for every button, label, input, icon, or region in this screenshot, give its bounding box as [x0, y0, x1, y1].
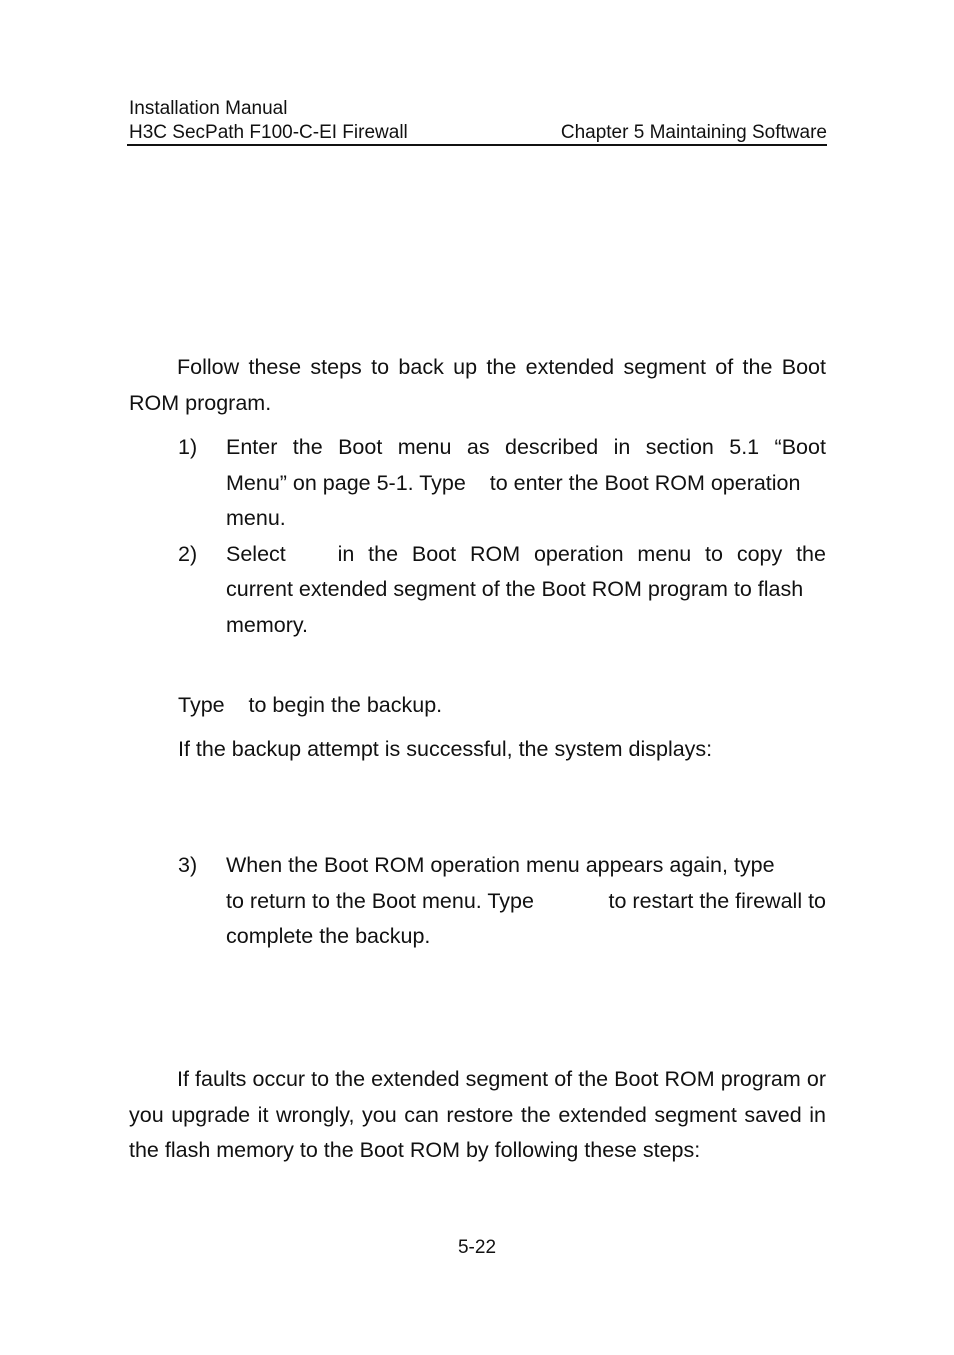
step-2-line-3: memory.: [226, 613, 309, 637]
page-number: 5-22: [457, 1237, 497, 1258]
step-3-number: 3): [178, 853, 198, 877]
step-3-line-2: [226, 884, 826, 920]
step-2-line-1: [226, 537, 826, 573]
type-begin-text: Type to begin the backup.: [178, 693, 443, 717]
word: menu: [637, 542, 692, 566]
step-2-number: 2): [178, 542, 198, 566]
step-2-line-2: current extended segment of the Boot ROM program to flash: [226, 577, 804, 601]
word: “Boot: [774, 435, 826, 459]
step-1-line-2: Menu” on page 5-1. Type to enter the Boot ROM operation: [226, 471, 801, 495]
step-3-line-1: When the Boot ROM operation menu appears again, type: [226, 853, 775, 877]
text-segment: to return to the Boot menu. Type: [226, 889, 534, 913]
step-1-line-1: [226, 430, 826, 466]
step-1-number: 1): [178, 435, 198, 459]
word: operation: [533, 542, 624, 566]
word: described: [504, 435, 599, 459]
word: the: [796, 542, 826, 566]
word: Boot: [411, 542, 457, 566]
word: section: [645, 435, 714, 459]
word: ROM: [469, 542, 521, 566]
intro-paragraph: Follow these steps to back up the extended segment of the Boot ROM program.: [129, 355, 826, 415]
word: to: [705, 542, 723, 566]
step-3-line-3: complete the backup.: [226, 924, 431, 948]
word: Boot: [338, 435, 383, 459]
word: in: [613, 435, 631, 459]
word: Select: [226, 542, 286, 566]
word: Enter: [226, 435, 278, 459]
word: the: [368, 542, 399, 566]
word: in: [337, 542, 355, 566]
chapter-title: Chapter 5 Maintaining Software: [560, 122, 827, 143]
header-rule: [127, 144, 827, 146]
word: the: [292, 435, 323, 459]
word: 5.1: [729, 435, 760, 459]
success-text: If the backup attempt is successful, the system displays:: [178, 737, 713, 761]
manual-title: Installation Manual: [129, 98, 288, 119]
restore-paragraph: If faults occur to the extended segment of the Boot ROM program or you upgrade it wrongly, you can restore the extended segment saved in the flash memory to the Boot ROM by following these steps:: [129, 1067, 826, 1162]
product-name: H3C SecPath F100-C-EI Firewall: [129, 122, 408, 143]
word: menu: [397, 435, 452, 459]
text-segment: to restart the firewall to: [608, 889, 826, 913]
word: as: [466, 435, 490, 459]
word: copy: [736, 542, 783, 566]
step-1-line-3: menu.: [226, 506, 286, 530]
